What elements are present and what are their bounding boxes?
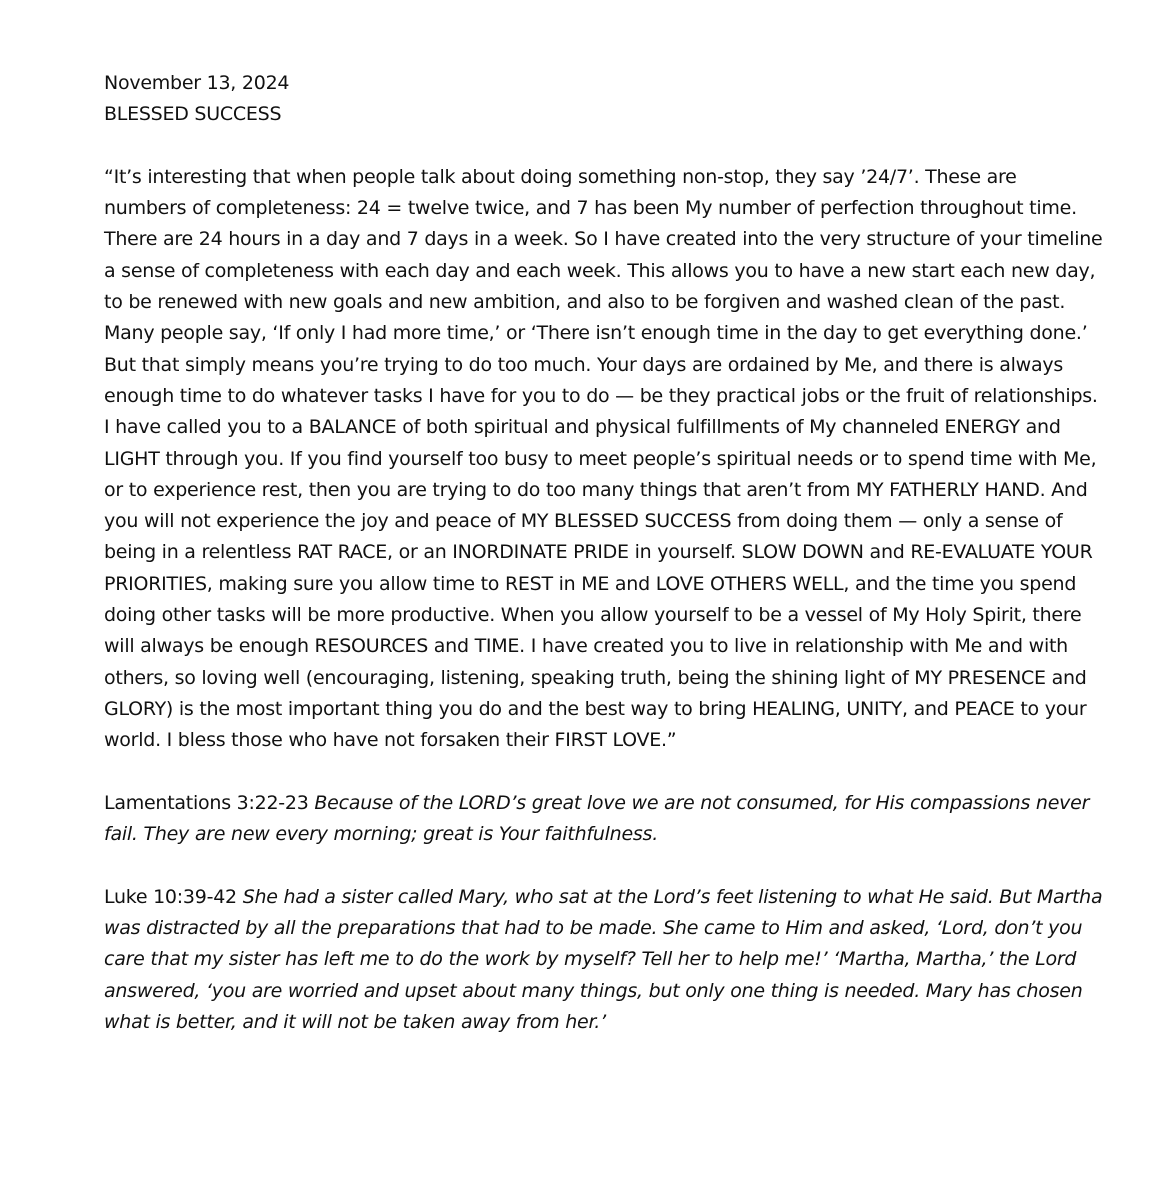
message-paragraph: “It’s interesting that when people talk about doing something non-stop, they say ’24/7’. These are numbers of completeness: 24 = twelve twice, and 7 has been My number of perfection throughout time. There are 24 hours in a day and 7 days in a week. So I have created into the very structure of your timeline a sense of completeness with each day and each week. This allows you to have a new start each new day, to be renewed with new goals and new ambition, and also to be forgiven and washed clean of the past. Many people say, ‘If only I had more time,’ or ‘There isn’t enough time in the day to get everything done.’ But that simply means you’re trying to do too much. Your days are ordained by Me, and there is always enough time to do whatever tasks I have for you to do — be they practical jobs or the fruit of relationships. I have called you to a BALANCE of both spiritual and physical fulfillments of My channeled ENERGY and LIGHT through you. If you find yourself too busy to meet people’s spiritual needs or to spend time with Me, or to experience rest, then you are trying to do too many things that aren’t from MY FATHERLY HAND. And you will not experience the joy and peace of MY BLESSED SUCCESS from doing them — only a sense of being in a relentless RAT RACE, or an INORDINATE PRIDE in yourself. SLOW DOWN and RE-EVALUATE YOUR PRIORITIES, making sure you allow time to REST in ME and LOVE OTHERS WELL, and the time you spend doing other tasks will be more productive. When you allow yourself to be a vessel of My Holy Spirit, there will always be enough RESOURCES and TIME. I have created you to live in relationship with Me and with others, so loving well (encouraging, listening, speaking truth, being the shining light of MY PRESENCE and GLORY) is the most important thing you do and the best way to bring HEALING, UNITY, and PEACE to your world. I bless those who have not forsaken their FIRST LOVE.” (104, 165, 1103, 752)
scripture-text: She had a sister called Mary, who sat at the Lord’s feet listening to what He said. But Martha was distracted by all the preparations that had to be made. She came to Him and asked, ‘Lord, don’t you care that my sister has left me to do the work by myself? Tell her to help me!’ ‘Martha, Martha,’ the Lord answered, ‘you are worried and upset about many things, but only one thing is needed. Mary has chosen what is better, and it will not be taken away from her.’ (104, 885, 1103, 1033)
entry-date: November 13, 2024 (104, 72, 290, 94)
spacer (104, 757, 1104, 788)
spacer (104, 131, 1104, 162)
scripture-luke (104, 882, 1104, 1038)
scripture-reference: Lamentations 3:22-23 (104, 791, 309, 814)
scripture-lamentations (104, 788, 1104, 851)
scripture-reference: Luke 10:39-42 (104, 885, 237, 908)
spacer (104, 850, 1104, 881)
scripture-text: Because of the LORD’s great love we are not consumed, for His compassions never fail. They are new every morning; great is Your faithfulness. (104, 791, 1090, 846)
document-page (104, 68, 1104, 1038)
entry-title: BLESSED SUCCESS (104, 103, 282, 126)
